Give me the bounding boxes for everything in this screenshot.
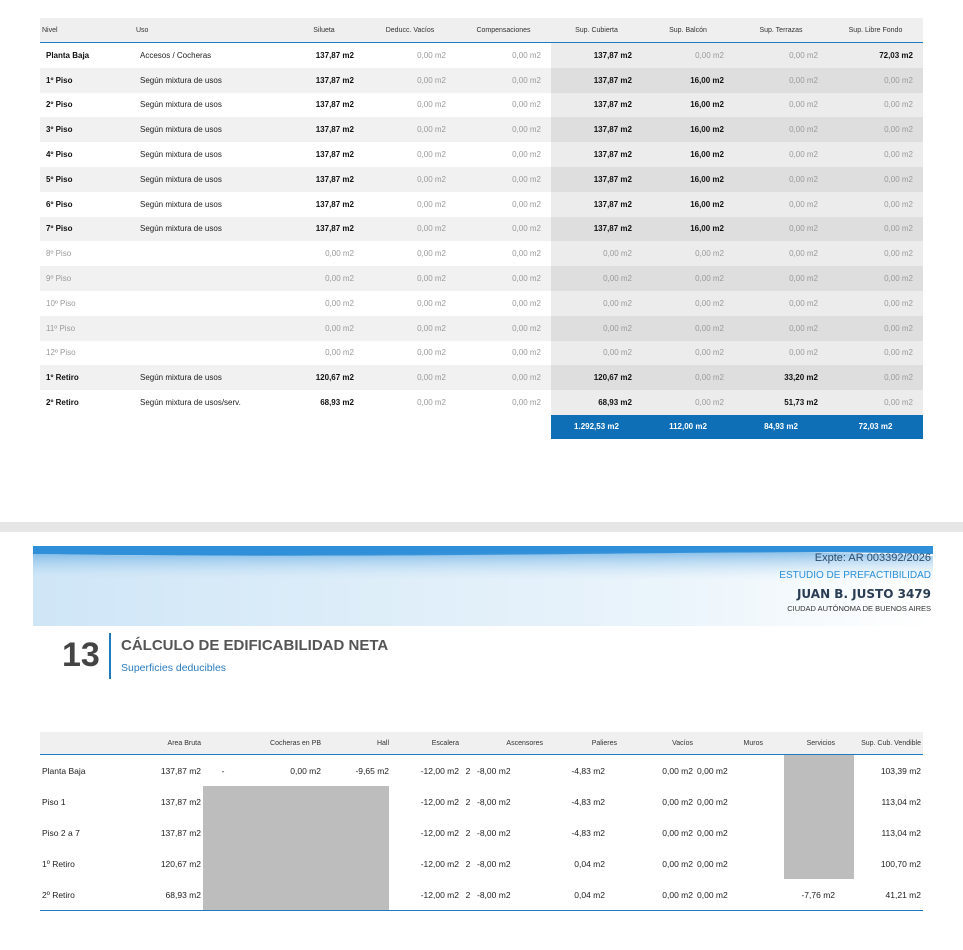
- table-row: [40, 167, 923, 192]
- cell-comp: 0,00 m2: [456, 316, 551, 341]
- cell-nivel: 9º Piso: [40, 266, 134, 291]
- cell-deducc: 0,00 m2: [364, 217, 456, 242]
- cell-terrazas: 0,00 m2: [734, 117, 828, 142]
- table-row: [40, 365, 923, 390]
- cell-ascensores: -8,00 m2: [477, 858, 511, 869]
- cell-nivel: Planta Baja: [40, 43, 134, 68]
- cell-comp: 0,00 m2: [456, 266, 551, 291]
- cell-deducc: 0,00 m2: [364, 341, 456, 366]
- cell-vendible: 41,21 m2: [837, 879, 923, 911]
- cell-deducc: 0,00 m2: [364, 93, 456, 118]
- cell-n: 2: [465, 858, 471, 869]
- page-bottom: [0, 532, 963, 950]
- col-palieres: Palieres: [545, 732, 619, 755]
- cell-balcon: 16,00 m2: [642, 93, 734, 118]
- table-row: [40, 192, 923, 217]
- table-row: [40, 43, 923, 68]
- cell-bruta: 120,67 m2: [160, 858, 201, 869]
- cell-vacios: 0,00 m2: [662, 827, 693, 838]
- cell-libre: 0,00 m2: [828, 68, 923, 93]
- cell-deducc: 0,00 m2: [364, 68, 456, 93]
- totals-blank: [134, 415, 284, 439]
- col-nivel: Nivel: [40, 18, 134, 43]
- cell-deducc: 0,00 m2: [364, 241, 456, 266]
- cell-comp: 0,00 m2: [456, 167, 551, 192]
- cell-libre: 0,00 m2: [828, 142, 923, 167]
- cell-escalera: -12,00 m2: [391, 879, 461, 911]
- total-libre: 72,03 m2: [828, 415, 923, 439]
- cell-bruta: 137,87 m2: [160, 765, 201, 776]
- cell-n: 2: [465, 796, 471, 807]
- cell-silueta: 0,00 m2: [284, 316, 364, 341]
- col-sup-balcon: Sup. Balcón: [642, 18, 734, 43]
- cell-libre: 0,00 m2: [828, 266, 923, 291]
- cell-nivel: 12º Piso: [40, 341, 134, 366]
- cell-uso: Según mixtura de usos/serv.: [134, 390, 284, 415]
- cell-palieres: -4,83 m2: [571, 827, 605, 838]
- col-vacios: Vacíos: [619, 732, 695, 755]
- totals-blank: [40, 415, 134, 439]
- estudio-label: ESTUDIO DE PREFACTIBILIDAD: [779, 570, 931, 581]
- cell-balcon: 16,00 m2: [642, 142, 734, 167]
- cell-nivel: 4º Piso: [40, 142, 134, 167]
- cell-servicios: -7,76 m2: [765, 879, 837, 911]
- cell-escalera: -12,00 m2: [420, 827, 459, 838]
- cell-nivel: 7º Piso: [40, 217, 134, 242]
- col-nivel: [40, 732, 120, 755]
- table-header-row: [40, 18, 923, 43]
- cell-escalera: -12,00 m2: [420, 858, 459, 869]
- address: JUAN B. JUSTO 3479: [796, 587, 931, 601]
- cell-nivel: 10º Piso: [40, 291, 134, 316]
- city: CIUDAD AUTÓNOMA DE BUENOS AIRES: [787, 604, 931, 613]
- cell-comp: 0,00 m2: [456, 192, 551, 217]
- merged-gray-block: [203, 786, 389, 910]
- table-header-row: [40, 732, 923, 755]
- cell-terrazas: 0,00 m2: [734, 341, 828, 366]
- cell-palieres: -4,83 m2: [571, 796, 605, 807]
- cell-nivel: Planta Baja: [42, 765, 86, 776]
- cell-vacios: 0,00 m2: [662, 765, 693, 776]
- cell-libre: 0,00 m2: [828, 291, 923, 316]
- cell-balcon: 16,00 m2: [642, 192, 734, 217]
- cell-libre: 0,00 m2: [828, 192, 923, 217]
- cell-balcon: 0,00 m2: [642, 241, 734, 266]
- col-blank2: [461, 732, 475, 755]
- servicios-gray-block: [784, 755, 854, 879]
- cell-terrazas: 0,00 m2: [734, 167, 828, 192]
- cell-uso: [134, 266, 284, 291]
- cell-deducc: 0,00 m2: [364, 142, 456, 167]
- cell-uso: Según mixtura de usos: [134, 167, 284, 192]
- cell-n: 2: [465, 765, 471, 776]
- cell-silueta: 137,87 m2: [284, 68, 364, 93]
- cell-bruta: 137,87 m2: [160, 796, 201, 807]
- cell-silueta: 137,87 m2: [284, 217, 364, 242]
- cell-deducc: 0,00 m2: [364, 365, 456, 390]
- cell-silueta: 0,00 m2: [284, 341, 364, 366]
- cell-cubierta: 120,67 m2: [551, 365, 642, 390]
- cell-comp: 0,00 m2: [456, 341, 551, 366]
- cell-comp: 0,00 m2: [456, 241, 551, 266]
- cell-comp: 0,00 m2: [456, 217, 551, 242]
- cell-uso: Según mixtura de usos: [134, 93, 284, 118]
- cell-ascensores: -8,00 m2: [477, 796, 511, 807]
- cell-nivel: 1º Retiro: [42, 858, 75, 869]
- cell-nivel: 3º Piso: [40, 117, 134, 142]
- col-sup-terrazas: Sup. Terrazas: [734, 18, 828, 43]
- cell-deducc: 0,00 m2: [364, 167, 456, 192]
- cell-vacios: 0,00 m2: [662, 858, 693, 869]
- cell-palieres: -4,83 m2: [571, 765, 605, 776]
- cell-nivel: 1º Piso: [40, 68, 134, 93]
- cell-terrazas: 0,00 m2: [734, 217, 828, 242]
- cell-uso: [134, 316, 284, 341]
- cell-escalera: -12,00 m2: [420, 765, 459, 776]
- cell-libre: 0,00 m2: [828, 241, 923, 266]
- cell-cubierta: 137,87 m2: [551, 43, 642, 68]
- cell-terrazas: 51,73 m2: [734, 390, 828, 415]
- cell-nivel: 8º Piso: [40, 241, 134, 266]
- cell-hall: -9,65 m2: [355, 765, 389, 776]
- section-number: 13: [62, 636, 100, 674]
- cell-uso: Según mixtura de usos: [134, 142, 284, 167]
- cell-n: 2: [465, 827, 471, 838]
- cell-n: 2: [461, 879, 475, 911]
- cell-libre: 0,00 m2: [828, 341, 923, 366]
- cell-comp: 0,00 m2: [456, 93, 551, 118]
- total-terrazas: 84,93 m2: [734, 415, 828, 439]
- cell-comp: 0,00 m2: [456, 117, 551, 142]
- cell-nivel: Piso 2 a 7: [42, 827, 80, 838]
- cell-libre: 0,00 m2: [828, 316, 923, 341]
- cell-cubierta: 0,00 m2: [551, 266, 642, 291]
- totals-blank: [364, 415, 456, 439]
- cell-cubierta: 0,00 m2: [551, 241, 642, 266]
- table-row: [40, 879, 923, 911]
- cell-libre: 0,00 m2: [828, 167, 923, 192]
- col-cocheras: Cocheras en PB: [243, 732, 323, 755]
- table-row: [40, 68, 923, 93]
- cell-escalera: -12,00 m2: [420, 796, 459, 807]
- table-row: [40, 390, 923, 415]
- cell-cocheras: 0,00 m2: [290, 765, 321, 776]
- totals-blank: [456, 415, 551, 439]
- cell-vacios: 0,00 m2: [662, 796, 693, 807]
- section-subtitle: Superficies deducibles: [121, 662, 227, 674]
- cell-cubierta: 137,87 m2: [551, 93, 642, 118]
- table-row: [40, 241, 923, 266]
- section-title: CÁLCULO DE EDIFICABILIDAD NETA: [121, 637, 389, 654]
- cell-ascensores: -8,00 m2: [475, 879, 545, 911]
- cell-balcon: 0,00 m2: [642, 43, 734, 68]
- cell-cubierta: 0,00 m2: [551, 291, 642, 316]
- col-blank: [203, 732, 243, 755]
- total-cubierta: 1.292,53 m2: [551, 415, 642, 439]
- cell-nivel: 5º Piso: [40, 167, 134, 192]
- table-row: [40, 341, 923, 366]
- cell-dash: -: [221, 765, 225, 776]
- cell-terrazas: 0,00 m2: [734, 43, 828, 68]
- col-silueta: Silueta: [284, 18, 364, 43]
- cell-terrazas: 0,00 m2: [734, 68, 828, 93]
- cell-bruta: 68,93 m2: [120, 879, 203, 911]
- cell-deducc: 0,00 m2: [364, 390, 456, 415]
- cell-terrazas: 0,00 m2: [734, 291, 828, 316]
- cell-terrazas: 0,00 m2: [734, 316, 828, 341]
- cell-cubierta: 137,87 m2: [551, 142, 642, 167]
- cell-muros: 0,00 m2: [695, 879, 765, 911]
- cell-uso: Accesos / Cocheras: [134, 43, 284, 68]
- cell-libre: 72,03 m2: [828, 43, 923, 68]
- cell-muros: 0,00 m2: [697, 796, 728, 807]
- cell-libre: 0,00 m2: [828, 390, 923, 415]
- cell-uso: [134, 341, 284, 366]
- cell-nivel: 2º Retiro: [40, 390, 134, 415]
- col-area-bruta: Area Bruta: [120, 732, 203, 755]
- cell-deducc: 0,00 m2: [364, 266, 456, 291]
- col-servicios: Servicios: [765, 732, 837, 755]
- cell-vendible: 113,04 m2: [881, 827, 921, 838]
- cell-vendible: 113,04 m2: [881, 796, 921, 807]
- cell-vendible: 100,70 m2: [880, 858, 921, 869]
- superficies-table: [40, 18, 923, 439]
- cell-muros: 0,00 m2: [697, 827, 728, 838]
- cell-uso: [134, 241, 284, 266]
- cell-muros: 0,00 m2: [697, 858, 728, 869]
- cell-deducc: 0,00 m2: [364, 192, 456, 217]
- table-row: [40, 93, 923, 118]
- cell-muros: 0,00 m2: [697, 765, 728, 776]
- page-separator: [0, 522, 963, 532]
- table-row: [40, 217, 923, 242]
- cell-cubierta: 137,87 m2: [551, 117, 642, 142]
- totals-row: [40, 415, 923, 439]
- cell-balcon: 0,00 m2: [642, 316, 734, 341]
- cell-cubierta: 137,87 m2: [551, 167, 642, 192]
- cell-ascensores: -8,00 m2: [477, 765, 511, 776]
- cell-terrazas: 0,00 m2: [734, 241, 828, 266]
- cell-balcon: 0,00 m2: [642, 291, 734, 316]
- cell-terrazas: 0,00 m2: [734, 266, 828, 291]
- cell-comp: 0,00 m2: [456, 291, 551, 316]
- table-row: [40, 266, 923, 291]
- cell-silueta: 68,93 m2: [284, 390, 364, 415]
- cell-terrazas: 0,00 m2: [734, 192, 828, 217]
- cell-cubierta: 0,00 m2: [551, 341, 642, 366]
- cell-palieres: 0,04 m2: [574, 858, 605, 869]
- total-balcon: 112,00 m2: [642, 415, 734, 439]
- col-ascensores: Ascensores: [475, 732, 545, 755]
- cell-ascensores: -8,00 m2: [477, 827, 511, 838]
- table-row: [40, 117, 923, 142]
- cell-vacios: 0,00 m2: [619, 879, 695, 911]
- cell-uso: Según mixtura de usos: [134, 192, 284, 217]
- cell-comp: 0,00 m2: [456, 68, 551, 93]
- cell-cubierta: 0,00 m2: [551, 316, 642, 341]
- cell-terrazas: 0,00 m2: [734, 142, 828, 167]
- cell-palieres: 0,04 m2: [545, 879, 619, 911]
- cell-balcon: 16,00 m2: [642, 167, 734, 192]
- cell-comp: 0,00 m2: [456, 43, 551, 68]
- cell-balcon: 0,00 m2: [642, 365, 734, 390]
- cell-balcon: 0,00 m2: [642, 266, 734, 291]
- col-escalera: Escalera: [391, 732, 461, 755]
- cell-bruta: 137,87 m2: [160, 827, 201, 838]
- cell-silueta: 120,67 m2: [284, 365, 364, 390]
- cell-uso: Según mixtura de usos: [134, 68, 284, 93]
- cell-libre: 0,00 m2: [828, 93, 923, 118]
- cell-deducc: 0,00 m2: [364, 316, 456, 341]
- cell-comp: 0,00 m2: [456, 365, 551, 390]
- cell-balcon: 16,00 m2: [642, 117, 734, 142]
- cell-terrazas: 0,00 m2: [734, 93, 828, 118]
- cell-silueta: 0,00 m2: [284, 241, 364, 266]
- cell-nivel: 6º Piso: [40, 192, 134, 217]
- cell-comp: 0,00 m2: [456, 142, 551, 167]
- cell-silueta: 0,00 m2: [284, 291, 364, 316]
- cell-balcon: 16,00 m2: [642, 68, 734, 93]
- cell-cubierta: 68,93 m2: [551, 390, 642, 415]
- cell-silueta: 137,87 m2: [284, 117, 364, 142]
- cell-cubierta: 137,87 m2: [551, 68, 642, 93]
- cell-nivel: 11º Piso: [40, 316, 134, 341]
- cell-uso: Según mixtura de usos: [134, 217, 284, 242]
- cell-silueta: 137,87 m2: [284, 167, 364, 192]
- cell-libre: 0,00 m2: [828, 217, 923, 242]
- cell-vendible: 103,39 m2: [880, 765, 921, 776]
- col-muros: Muros: [695, 732, 765, 755]
- expediente-number: Expte: AR 003392/2026: [814, 552, 931, 564]
- col-sup-vendible: Sup. Cub. Vendible: [837, 732, 923, 755]
- cell-deducc: 0,00 m2: [364, 291, 456, 316]
- cell-nivel: 2º Retiro: [40, 879, 120, 911]
- col-compensaciones: Compensaciones: [456, 18, 551, 43]
- cell-terrazas: 33,20 m2: [734, 365, 828, 390]
- col-uso: Uso: [134, 18, 284, 43]
- col-hall: Hall: [323, 732, 391, 755]
- cell-cubierta: 137,87 m2: [551, 192, 642, 217]
- header-band: [33, 546, 933, 626]
- cell-nivel: Piso 1: [42, 796, 66, 807]
- table-row: [40, 316, 923, 341]
- cell-libre: 0,00 m2: [828, 365, 923, 390]
- totals-blank: [284, 415, 364, 439]
- cell-silueta: 0,00 m2: [284, 266, 364, 291]
- cell-deducc: 0,00 m2: [364, 43, 456, 68]
- cell-balcon: 0,00 m2: [642, 390, 734, 415]
- col-deducc: Deducc. Vacíos: [364, 18, 456, 43]
- cell-silueta: 137,87 m2: [284, 93, 364, 118]
- col-sup-cubierta: Sup. Cubierta: [551, 18, 642, 43]
- table-row: [40, 142, 923, 167]
- cell-uso: Según mixtura de usos: [134, 365, 284, 390]
- cell-nivel: 1º Retiro: [40, 365, 134, 390]
- col-sup-libre-fondo: Sup. Libre Fondo: [828, 18, 923, 43]
- cell-cubierta: 137,87 m2: [551, 217, 642, 242]
- cell-balcon: 0,00 m2: [642, 341, 734, 366]
- table-row: [40, 291, 923, 316]
- cell-silueta: 137,87 m2: [284, 192, 364, 217]
- cell-comp: 0,00 m2: [456, 390, 551, 415]
- cell-libre: 0,00 m2: [828, 117, 923, 142]
- section-divider: [109, 633, 111, 679]
- cell-deducc: 0,00 m2: [364, 117, 456, 142]
- cell-balcon: 16,00 m2: [642, 217, 734, 242]
- cell-uso: Según mixtura de usos: [134, 117, 284, 142]
- cell-silueta: 137,87 m2: [284, 43, 364, 68]
- cell-silueta: 137,87 m2: [284, 142, 364, 167]
- cell-uso: [134, 291, 284, 316]
- cell-nivel: 2º Piso: [40, 93, 134, 118]
